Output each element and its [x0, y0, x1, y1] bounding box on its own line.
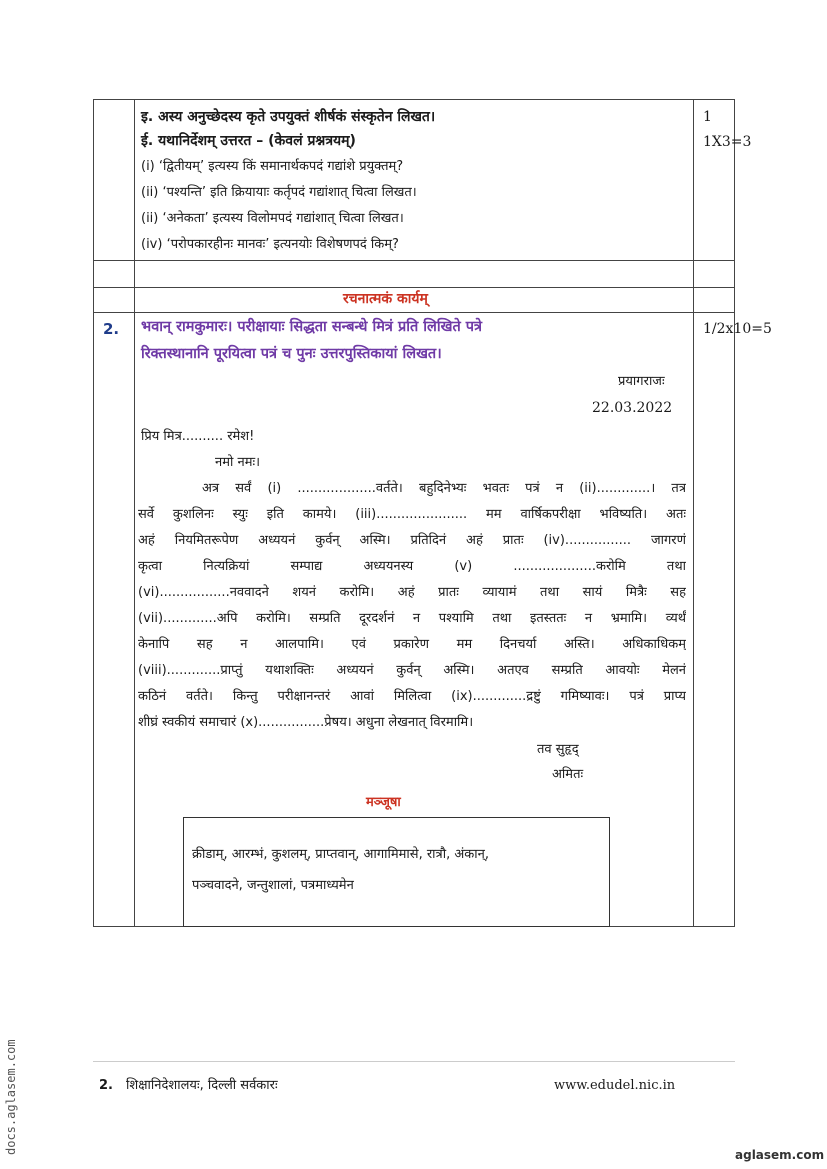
table-divider [94, 260, 734, 261]
marks-cell: 1X3=3 [703, 134, 752, 150]
manjusha-words: क्रीडाम्, आरम्भं, कुशलम्, प्राप्तवान्, आगामिमासे, रात्रौ, अंकान्, [192, 847, 489, 862]
letter-closing: तव सुहृद् [537, 742, 579, 757]
question-ee-title: ई. यथानिर्देशम् उत्तरत – (केवलं प्रश्नत्रयम्) [141, 133, 356, 149]
letter-body-line: अत्र सर्वं (i) ...................वर्तते। बहुदिनेभ्यः भवतः पत्रं न (ii).............। तत्र [202, 481, 686, 496]
letter-body-line: सर्वे कुशलिनः स्युः इति कामये। (iii)...................... मम वार्षिकपरीक्षा भविष्यति। अतः [138, 507, 686, 522]
footer-page-number: 2. [99, 1078, 113, 1093]
letter-signature: अमितः [552, 767, 584, 782]
letter-date: 22.03.2022 [592, 400, 673, 416]
sub-question: (ii) ‘पश्यन्ति’ इति क्रियायाः कर्तृपदं गद्यांशात् चित्वा लिखत। [141, 185, 417, 200]
letter-body-line: शीघ्रं स्वकीयं समाचारं (x)................प्रेषय। अधुना लेखनात् विरमामि। [138, 715, 474, 730]
question-number: 2. [103, 320, 120, 338]
corner-watermark: aglasem.com [735, 1148, 825, 1162]
letter-body-line: (vi).................नववादने शयनं करोमि। अहं प्रातः व्यायामं तथा सायं मित्रैः सह [138, 585, 686, 600]
letter-body-line: (vii).............अपि करोमि। सम्प्रति दूरदर्शनं न पश्यामि तथा इतस्ततः न भ्रमामि। व्यर्थं [138, 611, 686, 626]
letter-body-line: केनापि सह न आलपामि। एवं प्रकारेण मम दिनचर्या अस्ति। अधिकाधिकम् [138, 637, 686, 652]
footer-divider [93, 1061, 735, 1062]
question-instruction: रिक्तस्थानानि पूरयित्वा पत्रं च पुनः उत्तरपुस्तिकायां लिखत। [141, 346, 442, 362]
manjusha-title: मञ्जूषा [366, 795, 401, 810]
side-watermark: docs.aglasem.com [4, 1039, 18, 1155]
letter-body-line: अहं नियमितरूपेण अध्ययनं कुर्वन् अस्मि। प्रतिदिनं अहं प्रातः (iv)................ जागरणं [138, 533, 686, 548]
letter-body-line: (viii).............प्राप्तुं यथाशक्तिः अध्ययनं कुर्वन् अस्मि। अतएव सम्प्रति आवयोः मेलनं [138, 663, 686, 678]
letter-salutation: प्रिय मित्र.......... रमेश! [141, 429, 255, 444]
marks-cell: 1 [703, 109, 712, 125]
letter-place: प्रयागराजः [618, 374, 665, 389]
table-divider [134, 100, 135, 926]
sub-question: (ii) ‘अनेकता’ इत्यस्य विलोमपदं गद्यांशात् चित्वा लिखत। [141, 211, 404, 226]
question-instruction: भवान् रामकुमारः। परीक्षायाः सिद्धता सन्बन्धे मित्रं प्रति लिखिते पत्रे [141, 319, 483, 335]
letter-body-line: कृत्वा नित्यक्रियां सम्पाद्य अध्ययनस्य (v) ....................करोमि तथा [138, 559, 686, 574]
manjusha-box [183, 817, 610, 927]
letter-greeting: नमो नमः। [215, 455, 261, 470]
sub-question: (iv) ‘परोपकारहीनः मानवः’ इत्यनयोः विशेषणपदं किम्? [141, 237, 399, 252]
table-divider [94, 312, 734, 313]
letter-body-line: कठिनं वर्तते। किन्तु परीक्षानन्तरं आवां मिलित्वा (ix).............द्रष्टुं गमिष्यावः। पत्रं प्राप्य [138, 689, 686, 704]
table-divider [693, 100, 694, 926]
marks-cell: 1/2x10=5 [703, 321, 772, 337]
manjusha-words: पञ्चवादने, जन्तुशालां, पत्रमाध्यमेन [192, 878, 354, 893]
sub-question: (i) ‘द्वितीयम्’ इत्यस्य किं समानार्थकपदं गद्यांशे प्रयुक्तम्? [141, 159, 404, 174]
footer-org: शिक्षानिदेशालयः, दिल्ली सर्वकारः [126, 1078, 278, 1093]
table-divider [94, 287, 734, 288]
footer-url: www.edudel.nic.in [554, 1078, 676, 1093]
section-heading: रचनात्मकं कार्यम् [343, 291, 428, 307]
question-e-title: इ. अस्य अनुच्छेदस्य कृते उपयुक्तं शीर्षकं संस्कृतेन लिखत। [141, 109, 436, 125]
